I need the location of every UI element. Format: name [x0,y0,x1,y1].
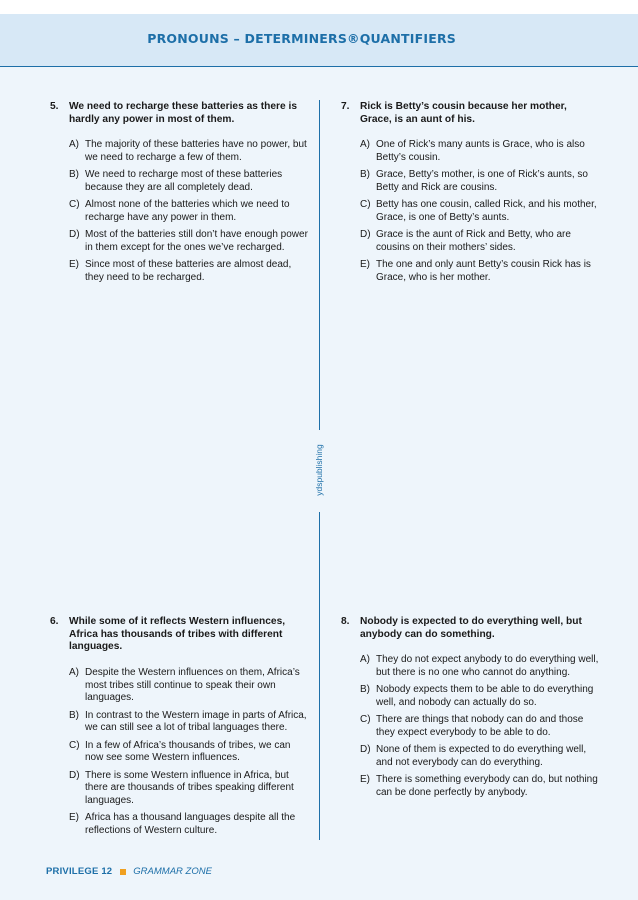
option-a[interactable]: A) Despite the Western influences on them, Africa’s most tribes still continue to speak their own languages. [69,667,300,704]
question-text: Nobody is expected to do everything well, but anybody can do something. [360,616,582,640]
option-d[interactable]: D) There is some Western influence in Africa, but there are thousands of tribes speaking different languages. [69,769,294,806]
question-stem [341,101,601,126]
option-e[interactable]: E) Africa has a thousand languages despite all the reflections of Western culture. [69,812,296,836]
question-8 [341,616,601,804]
question-text: While some of it reflects Western influences, Africa has thousands of tribes with different languages. [69,616,286,653]
question-text: We need to recharge these batteries as there is hardly any power in most of them. [69,101,297,125]
question-5 [50,101,310,289]
page-footer [46,866,212,877]
question-stem [341,616,601,641]
page-title: PRONOUNS – DETERMINERS®QUANTIFIERS [147,31,456,46]
option-d[interactable]: D) Most of the batteries still don’t have enough power in them except for the ones we’ve recharged. [69,229,308,253]
option-e[interactable]: E) Since most of these batteries are almost dead, they need to be recharged. [69,259,292,283]
question-stem [50,101,310,126]
question-7 [341,101,601,289]
column-divider-top [319,100,320,430]
column-divider-bottom [319,512,320,840]
option-b[interactable]: B) In contrast to the Western image in parts of Africa, we can still see a lot of tribal languages there. [69,709,307,734]
options-list [341,139,601,284]
question-stem [50,616,310,654]
option-d[interactable]: D) None of them is expected to do everything well, and not everybody can do everything. [360,744,587,768]
option-a[interactable]: A) One of Rick’s many aunts is Grace, who is also Betty’s cousin. [360,139,585,163]
page-header [0,0,638,66]
options-list [341,654,601,799]
footer-brand: PRIVILEGE 12 [46,866,113,877]
option-b[interactable]: B) Nobody expects them to be able to do everything well, and nobody can actually do so. [360,684,594,708]
option-c[interactable]: C) Almost none of the batteries which we need to recharge have any power in them. [69,199,290,223]
question-6 [50,616,310,842]
options-list [50,667,310,837]
option-c[interactable]: C) There are things that nobody can do and those they expect everybody to be able to do. [360,714,584,738]
option-c[interactable]: C) In a few of Africa’s thousands of tribes, we can now see some Western influences. [69,739,291,764]
option-e[interactable]: E) There is something everybody can do, but nothing can be done perfectly by anybody. [360,774,598,798]
option-b[interactable]: B) Grace, Betty’s mother, is one of Rick’s aunts, so Betty and Rick are cousins. [360,169,588,193]
question-number: 7. [341,101,350,112]
option-b[interactable]: B) We need to recharge most of these batteries because they are all completely dead. [69,169,283,193]
footer-section: GRAMMAR ZONE [133,866,212,877]
publisher-watermark: ydspublishing [314,444,324,496]
question-number: 5. [50,101,59,112]
option-d[interactable]: D) Grace is the aunt of Rick and Betty, who are cousins on their mothers’ sides. [360,229,571,253]
option-c[interactable]: C) Betty has one cousin, called Rick, and his mother, Grace, is one of Betty’s aunts. [360,199,597,223]
question-text: Rick is Betty’s cousin because her mother, Grace, is an aunt of his. [360,101,567,125]
option-e[interactable]: E) The one and only aunt Betty’s cousin Rick has is Grace, who is her mother. [360,259,591,283]
option-a[interactable]: A) The majority of these batteries have no power, but we need to recharge a few of them. [69,139,307,163]
option-a[interactable]: A) They do not expect anybody to do everything well, but there is no one who cannot do anything. [360,654,599,678]
question-number: 6. [50,616,59,627]
square-marker-icon [120,869,126,875]
question-number: 8. [341,616,350,627]
options-list [50,139,310,284]
